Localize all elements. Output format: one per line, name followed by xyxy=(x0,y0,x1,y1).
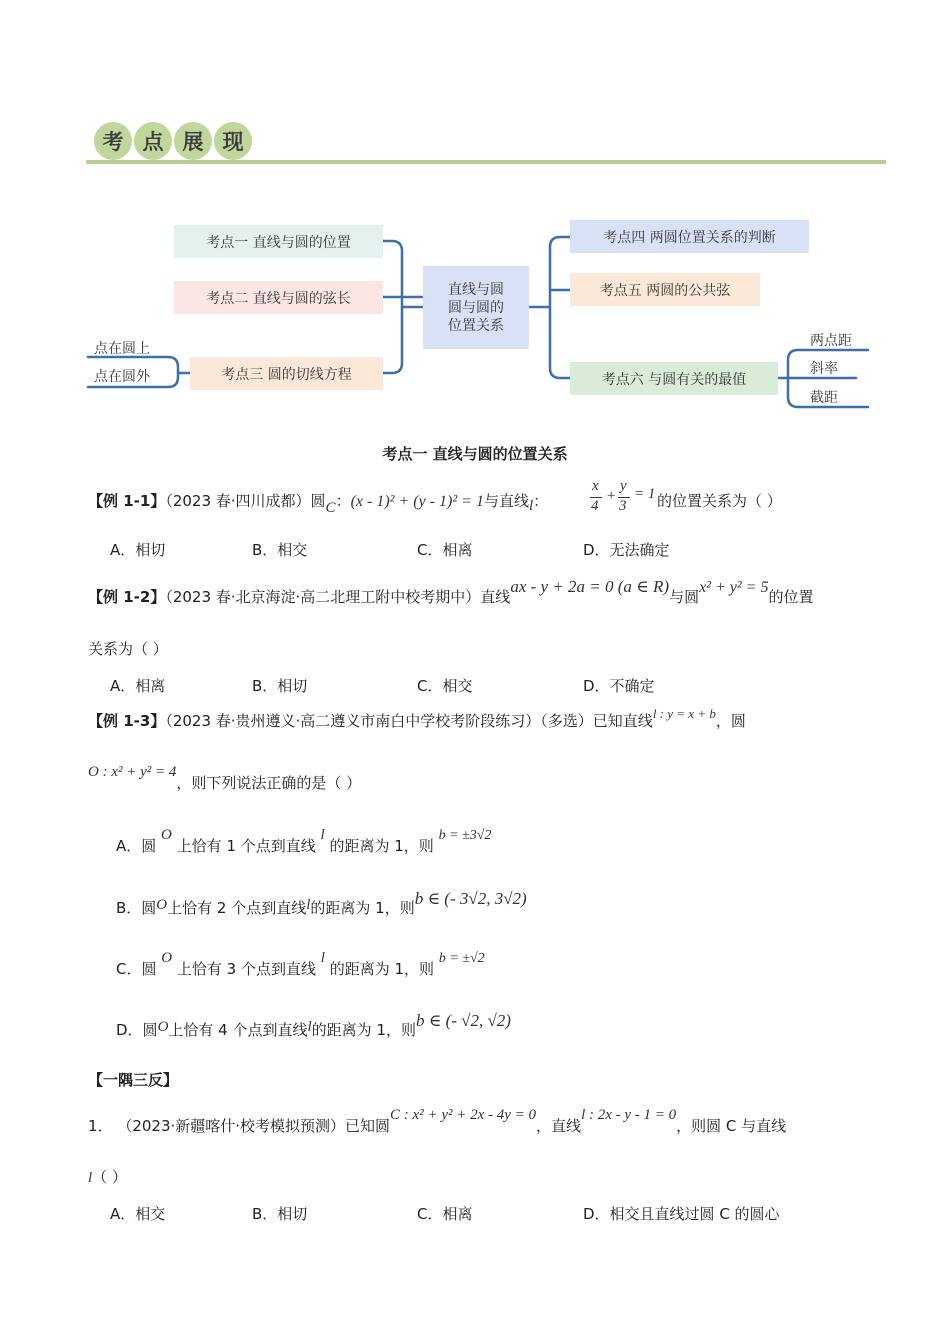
question-source: （2023·新疆喀什·校考模拟预测）已知圆 xyxy=(117,1117,391,1135)
option-text: 上恰有 3 个点到直线 xyxy=(176,960,316,978)
example-tail: 的位置 xyxy=(768,588,814,606)
option-text: 的距离为 1，则 xyxy=(329,837,434,855)
text-line: ，直线 xyxy=(536,1117,582,1135)
example-label: 【例 1-3】 xyxy=(88,712,166,730)
example-1-2 xyxy=(88,577,814,607)
option-a[interactable]: A．相离 xyxy=(110,677,166,695)
mindmap-node-topic-4: 考点四 两圆位置关系的判断 xyxy=(570,220,809,253)
mindmap-sub-distance: 两点距 xyxy=(810,333,852,349)
mindmap-sub-on-circle: 点在圆上 xyxy=(94,341,150,357)
question-blank: （ ） xyxy=(92,1168,127,1186)
example-1-1: 【例 1-1】（2023 春·四川成都）圆C：(x - 1)² + (y - 1)² = 1与直线l： xyxy=(88,492,549,516)
option-b[interactable]: B．相切 xyxy=(252,677,308,695)
mindmap-node-topic-1: 考点一 直线与圆的位置 xyxy=(174,225,383,258)
line-l: l xyxy=(306,897,311,913)
frac-num-y: y xyxy=(620,478,627,494)
option-c[interactable]: C．相离 xyxy=(417,541,473,559)
line-equation: ax - y + 2a = 0 (a ∈ R) xyxy=(510,577,670,596)
header-char: 考 xyxy=(94,122,132,160)
plus-sign: + xyxy=(606,488,617,504)
example-1-1-tail: 的位置关系为（ ） xyxy=(657,492,782,510)
colon: ： xyxy=(335,492,351,510)
line-l: l xyxy=(307,1019,312,1035)
example-label: 【例 1-1】 xyxy=(88,492,166,510)
circle-O: O xyxy=(157,1019,169,1035)
example-1-2-tail: 关系为（ ） xyxy=(88,640,168,658)
section-title: 考点一 直线与圆的位置关系 xyxy=(382,445,568,463)
center-line: 圆与圆的 xyxy=(448,299,504,316)
circle-O: O xyxy=(161,827,172,843)
example-source: （2023 春·四川成都）圆 xyxy=(165,492,326,510)
mindmap-center-node xyxy=(423,266,529,349)
mindmap-sub-slope: 斜率 xyxy=(810,361,838,377)
circle-equation: C : x² + y² + 2x - 4y = 0 xyxy=(390,1107,537,1123)
option-a[interactable]: A．相切 xyxy=(110,541,166,559)
line-equation: l : y = x + b xyxy=(652,706,716,721)
option-prefix: C．圆 xyxy=(116,960,157,978)
option-math: b = ±3√2 xyxy=(438,828,492,843)
option-a[interactable]: A．相交 xyxy=(110,1205,166,1223)
mindmap-node-topic-6: 考点六 与圆有关的最值 xyxy=(570,362,778,395)
text-with-line: 与直线 xyxy=(483,492,529,510)
circle-equation: (x - 1)² + (y - 1)² = 1 xyxy=(350,493,484,510)
line-equation: l : 2x - y - 1 = 0 xyxy=(581,1107,677,1123)
example-tail: ，则下列说法正确的是（ ） xyxy=(176,774,362,792)
text-with-circle: 与圆 xyxy=(669,588,700,606)
line-name: l xyxy=(528,498,534,514)
option-text: 的距离为 1，则 xyxy=(329,960,435,978)
question-number: 1． xyxy=(88,1117,113,1135)
example-source: （2023 春·贵州遵义·高二遵义市南白中学校考阶段练习）（多选）已知直线 xyxy=(165,712,653,730)
practice-question-1 xyxy=(88,1107,787,1136)
header-char: 展 xyxy=(174,122,212,160)
example-1-3-option-d[interactable] xyxy=(116,1011,511,1040)
center-line: 位置关系 xyxy=(448,317,504,334)
equals-one: = 1 xyxy=(634,486,656,502)
line-l: l xyxy=(88,1170,93,1186)
header-char: 现 xyxy=(214,122,252,160)
circle-O: O xyxy=(161,950,173,966)
option-math: b ∈ (- √2, √2) xyxy=(415,1011,511,1030)
option-c[interactable]: C．相交 xyxy=(417,677,473,695)
question-tail: ，则圆 C 与直线 xyxy=(676,1117,787,1135)
line-l: l xyxy=(320,827,325,843)
circle-equation: x² + y² = 5 xyxy=(699,579,769,596)
example-label: 【例 1-2】 xyxy=(88,588,166,606)
option-text: 的距离为 1，则 xyxy=(311,1021,416,1039)
option-prefix: A．圆 xyxy=(116,837,157,855)
option-b[interactable]: B．相交 xyxy=(252,541,308,559)
option-text: 上恰有 2 个点到直线 xyxy=(167,899,307,917)
frac-den-3: 3 xyxy=(619,498,627,514)
practice-heading: 【一隅三反】 xyxy=(88,1071,179,1089)
mindmap-node-topic-2: 考点二 直线与圆的弦长 xyxy=(174,281,383,314)
practice-question-1-line2 xyxy=(88,1166,127,1187)
option-math: b = ±√2 xyxy=(438,951,485,966)
mindmap-sub-outside-circle: 点在圆外 xyxy=(94,369,150,385)
frac-num-x: x xyxy=(592,478,599,494)
center-line: 直线与圆 xyxy=(448,281,504,298)
mindmap-node-topic-3: 考点三 圆的切线方程 xyxy=(190,357,383,390)
header-char: 点 xyxy=(134,122,172,160)
circle-equation: O : x² + y² = 4 xyxy=(88,764,177,780)
option-prefix: D．圆 xyxy=(116,1021,158,1039)
line-l: l xyxy=(320,950,325,966)
circle-O: O xyxy=(156,897,168,913)
option-c[interactable]: C．相离 xyxy=(417,1205,473,1223)
example-1-3-option-c[interactable] xyxy=(116,950,485,979)
example-1-3-option-a[interactable] xyxy=(116,827,492,856)
option-math: b ∈ (- 3√2, 3√2) xyxy=(414,889,527,908)
option-d[interactable]: D．相交且直线过圆 C 的圆心 xyxy=(583,1205,780,1223)
mindmap-sub-intercept: 截距 xyxy=(810,390,838,406)
option-d[interactable]: D．无法确定 xyxy=(583,541,670,559)
line-equation-fraction xyxy=(588,478,663,518)
example-1-3 xyxy=(88,706,746,731)
example-1-3-option-b[interactable] xyxy=(116,889,527,918)
option-prefix: B．圆 xyxy=(116,899,157,917)
option-b[interactable]: B．相切 xyxy=(252,1205,308,1223)
example-1-3-line2 xyxy=(88,764,362,793)
mindmap-node-topic-5: 考点五 两圆的公共弦 xyxy=(570,273,760,306)
circle-name: C xyxy=(325,500,336,516)
comma-circle: ，圆 xyxy=(715,712,746,730)
option-d[interactable]: D．不确定 xyxy=(583,677,655,695)
option-text: 上恰有 4 个点到直线 xyxy=(168,1021,308,1039)
option-text: 的距离为 1，则 xyxy=(310,899,415,917)
example-source: （2023 春·北京海淀·高二北理工附中校考期中）直线 xyxy=(165,588,511,606)
frac-den-4: 4 xyxy=(591,498,599,514)
option-text: 上恰有 1 个点到直线 xyxy=(176,837,316,855)
